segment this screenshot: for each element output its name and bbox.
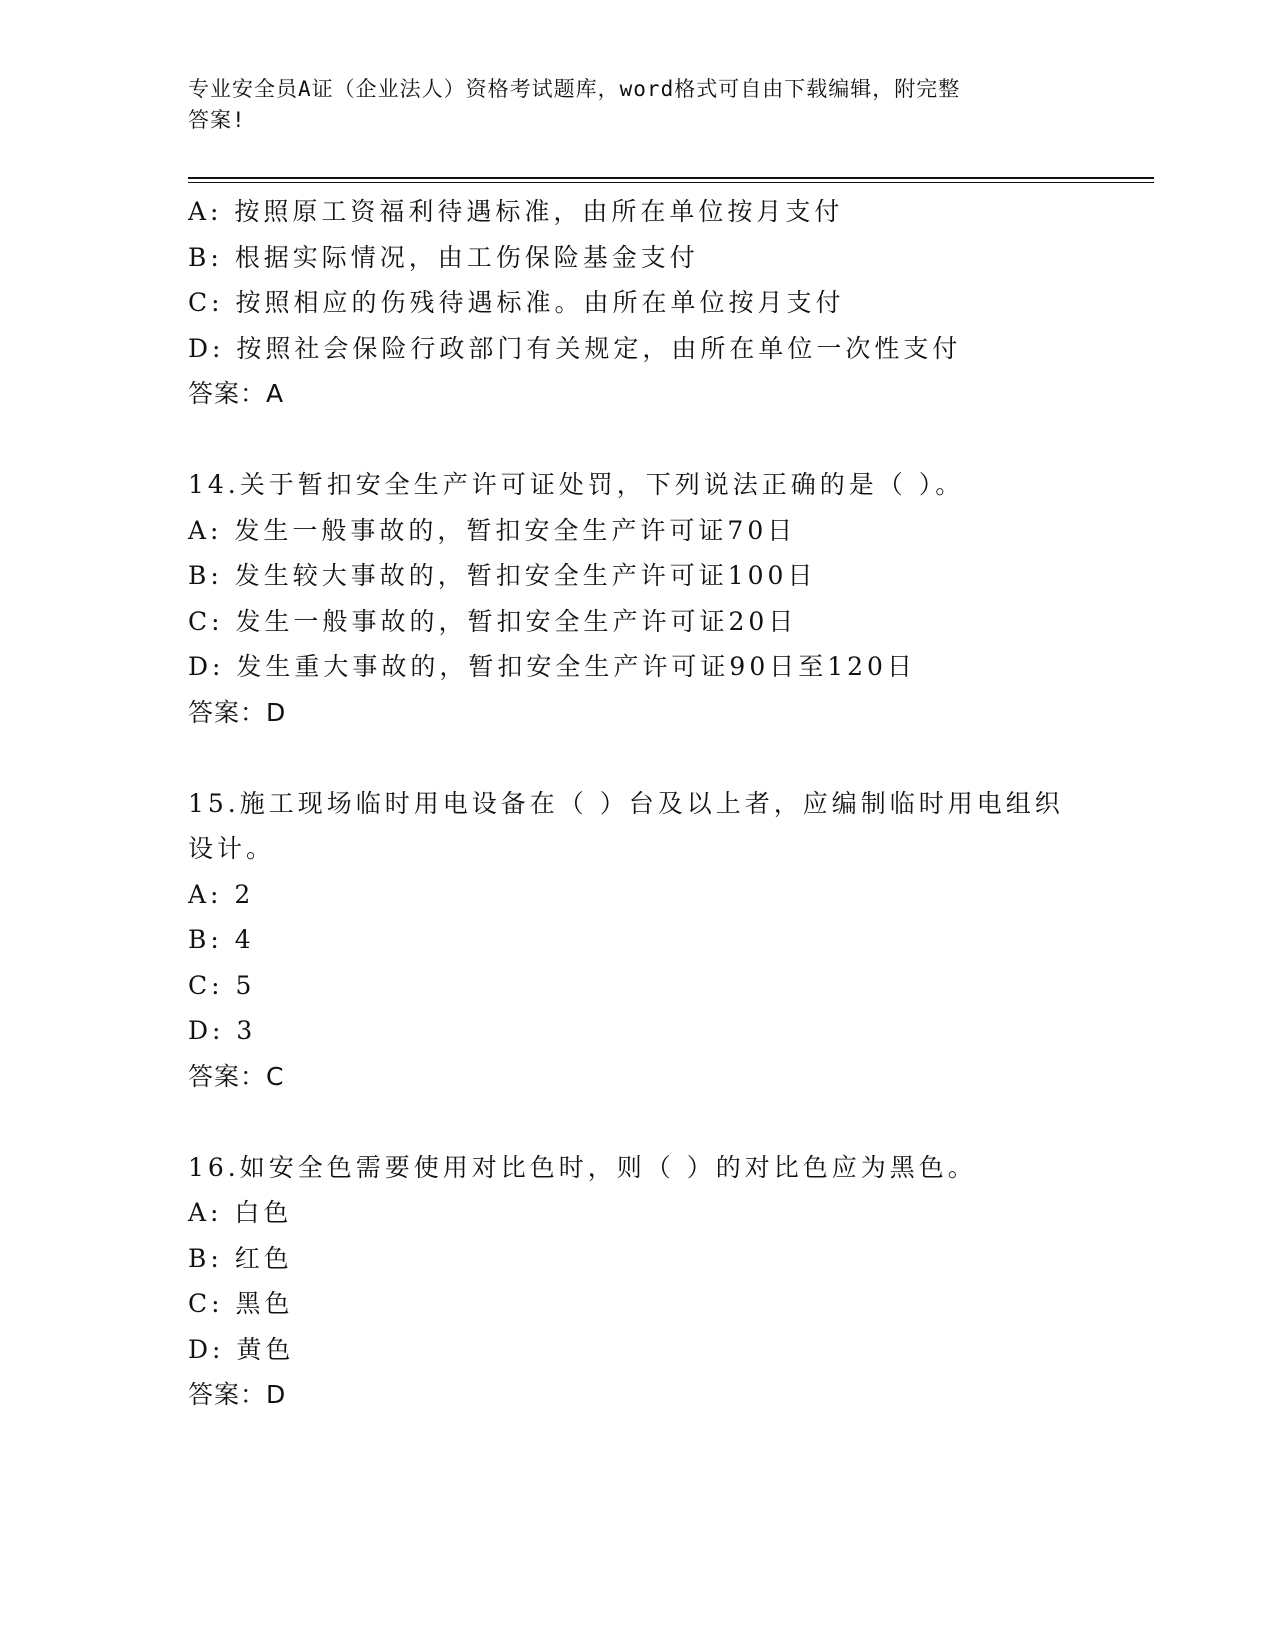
option-a: A: 白色	[188, 1198, 293, 1227]
option-d: D: 3	[188, 1016, 257, 1045]
option-b: B: 根据实际情况，由工伤保险基金支付	[188, 242, 699, 272]
option-c: C: 按照相应的伤残待遇标准。由所在单位按月支付	[188, 288, 845, 317]
answer-line: 答案：D	[188, 697, 287, 727]
option-b: B: 发生较大事故的，暂扣安全生产许可证100日	[188, 561, 817, 590]
option-d: D: 黄色	[188, 1334, 295, 1364]
header-line-1: 专业安全员A证（企业法人）资格考试题库，word格式可自由下载编辑，附完整	[188, 77, 961, 101]
option-b: B: 红色	[188, 1243, 293, 1273]
question-block-13	[188, 189, 1088, 417]
question-text-line-1: 15.施工现场临时用电设备在（ ）台及以上者，应编制临时用电组织	[188, 788, 1064, 818]
option-d: D: 按照社会保险行政部门有关规定，由所在单位一次性支付	[188, 333, 962, 363]
question-content	[188, 189, 1088, 1418]
option-c: C: 发生一般事故的，暂扣安全生产许可证20日	[188, 606, 798, 636]
option-c: C: 5	[188, 970, 256, 1000]
question-text: 16.如安全色需要使用对比色时，则（ ）的对比色应为黑色。	[188, 1152, 977, 1182]
document-header	[188, 74, 1068, 136]
answer-line: 答案：D	[188, 1380, 287, 1409]
question-block-16	[188, 1145, 1088, 1418]
header-divider-thick	[188, 177, 1154, 179]
spacer	[188, 417, 1088, 463]
answer-line: 答案：A	[188, 379, 285, 408]
option-c: C: 黑色	[188, 1289, 294, 1318]
question-text: 14.关于暂扣安全生产许可证处罚，下列说法正确的是（ ）。	[188, 470, 965, 499]
spacer	[188, 1099, 1088, 1145]
option-a: A: 发生一般事故的，暂扣安全生产许可证70日	[188, 515, 797, 545]
question-block-14	[188, 462, 1088, 735]
option-b: B: 4	[188, 925, 255, 954]
question-block-15	[188, 781, 1088, 1100]
question-text-line-2: 设计。	[188, 834, 276, 863]
spacer	[188, 735, 1088, 781]
option-d: D: 发生重大事故的，暂扣安全生产许可证90日至120日	[188, 652, 916, 681]
header-line-2: 答案!	[188, 108, 246, 132]
answer-line: 答案：C	[188, 1061, 285, 1091]
option-a: A: 2	[188, 879, 255, 909]
option-a: A: 按照原工资福利待遇标准，由所在单位按月支付	[188, 197, 844, 226]
header-divider-thin	[188, 182, 1154, 183]
